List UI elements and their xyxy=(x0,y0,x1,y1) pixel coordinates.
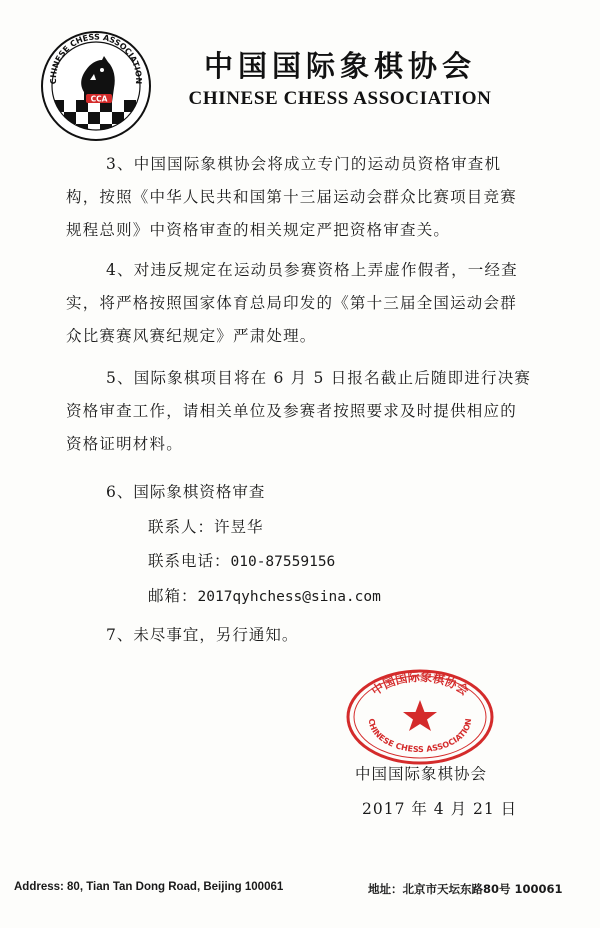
paragraph-line: 资格证明材料。 xyxy=(66,435,183,453)
paragraph-4 xyxy=(66,254,546,353)
paragraph-line: 4、对违反规定在运动员参赛资格上弄虚作假者，一经查 xyxy=(106,261,518,279)
cca-badge-text: CCA xyxy=(90,94,108,104)
signature-org: 中国国际象棋协会 xyxy=(355,765,488,783)
seal-text-cn: 中国国际象棋协会 xyxy=(368,669,472,699)
paragraph-line: 3、中国国际象棋协会将成立专门的运动员资格审查机 xyxy=(106,155,502,173)
footer-address-cn: 地址：北京市天坛东路80号 100061 xyxy=(368,882,563,896)
cca-logo xyxy=(40,30,152,142)
paragraph-5 xyxy=(66,362,546,461)
org-name-en: CHINESE CHESS ASSOCIATION xyxy=(188,88,492,109)
seal-text-en: CHINESE CHESS ASSOCIATION xyxy=(366,718,474,755)
contact-phone xyxy=(148,549,335,571)
paragraph-line: 构，按照《中华人民共和国第十三届运动会群众比赛项目竞赛 xyxy=(66,188,517,206)
contact-phone-number: 010-87559156 xyxy=(230,554,336,570)
contact-phone-label: 联系电话： xyxy=(148,552,231,570)
paragraph-line: 实，将严格按照国家体育总局印发的《第十三届全国运动会群 xyxy=(66,294,517,312)
contact-person-label: 联系人： xyxy=(148,518,215,536)
contact-person xyxy=(148,515,264,537)
contact-email xyxy=(148,584,381,606)
section-6-title: 6、国际象棋资格审查 xyxy=(106,483,266,501)
paragraph-7: 7、未尽事宜，另行通知。 xyxy=(106,626,299,644)
paragraph-line: 资格审查工作，请相关单位及参赛者按照要求及时提供相应的 xyxy=(66,402,517,420)
contact-email-address[interactable]: 2017qyhchess@sina.com xyxy=(197,589,381,605)
paragraph-line: 众比赛赛风赛纪规定》严肃处理。 xyxy=(66,327,317,345)
footer-address-en: Address: 80, Tian Tan Dong Road, Beijing 100061 xyxy=(14,881,284,893)
logo-ring-text: CHINESE CHESS ASSOCIATION xyxy=(48,32,144,85)
signature-date: 2017 年 4 月 21 日 xyxy=(362,800,518,818)
star-icon xyxy=(403,700,437,731)
contact-person-name: 许昱华 xyxy=(214,518,264,536)
contact-email-label: 邮箱： xyxy=(148,587,198,605)
paragraph-line: 5、国际象棋项目将在 6 月 5 日报名截止后随即进行决赛 xyxy=(106,369,532,387)
paragraph-3 xyxy=(66,148,546,247)
org-name-cn: 中国国际象棋协会 xyxy=(203,49,476,83)
paragraph-line: 规程总则》中资格审查的相关规定严把资格审查关。 xyxy=(66,221,451,239)
official-seal xyxy=(345,668,495,766)
